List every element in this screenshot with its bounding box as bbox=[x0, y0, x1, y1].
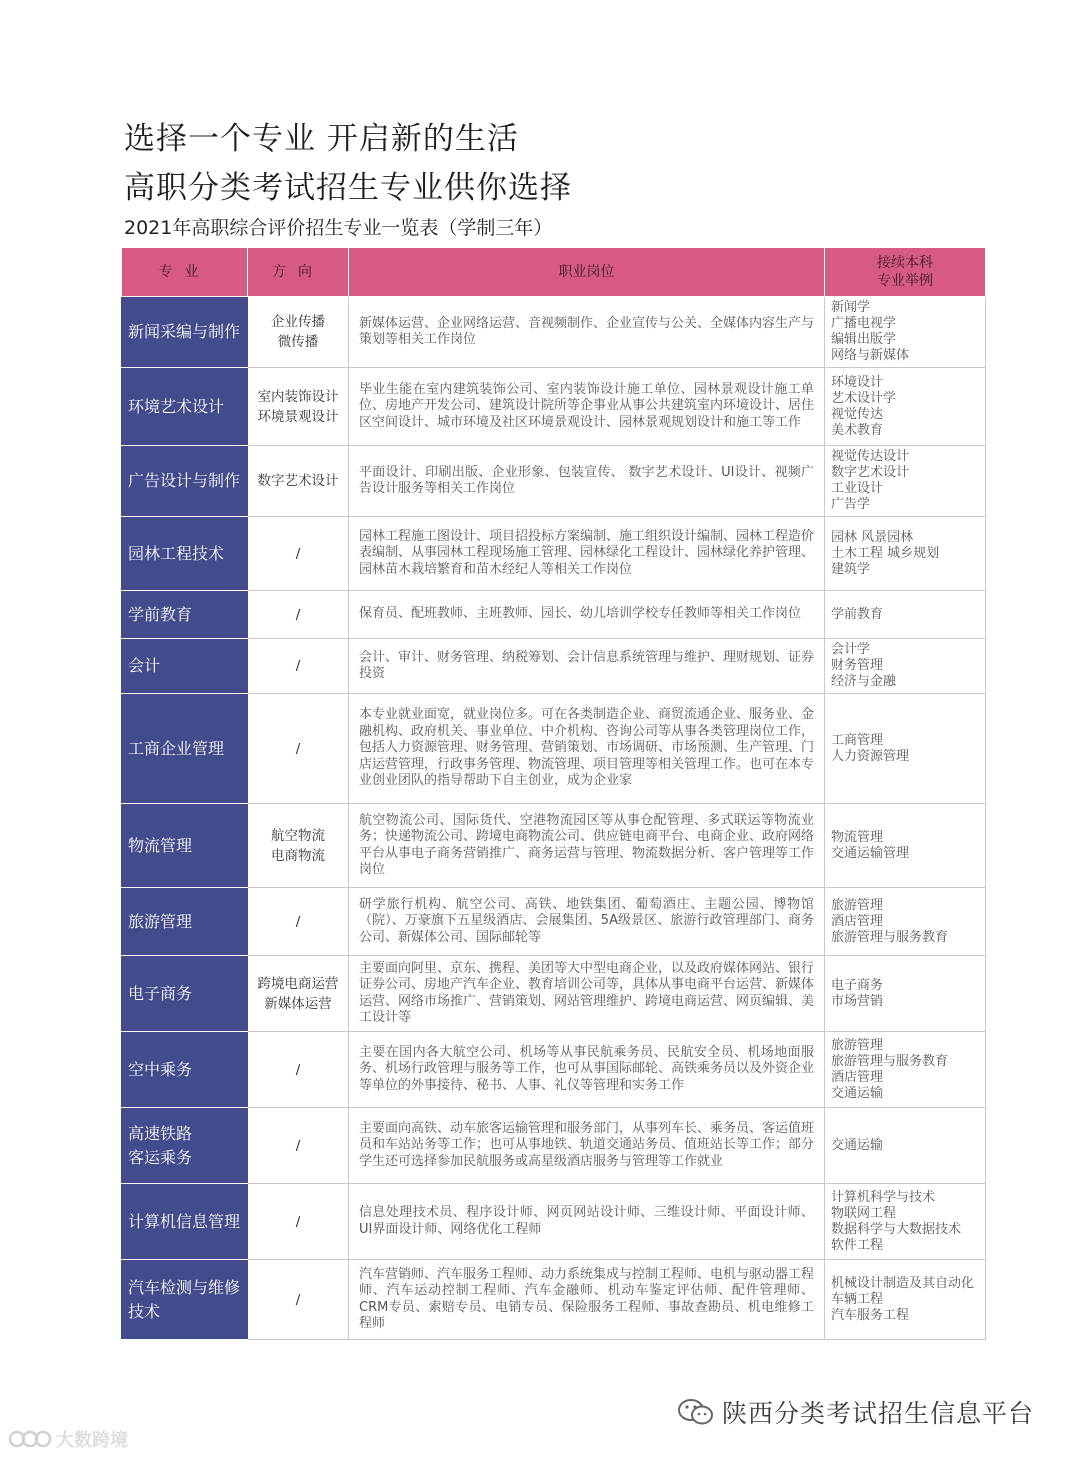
row-direction: 室内装饰设计 环境景观设计 bbox=[248, 368, 349, 446]
row-direction: / bbox=[248, 1032, 349, 1108]
row-major: 会计 bbox=[122, 639, 248, 694]
row-jobs: 保育员、配班教师、主班教师、园长、幼儿培训学校专任教师等相关工作岗位 bbox=[349, 591, 825, 639]
row-direction: / bbox=[248, 694, 349, 804]
table-row bbox=[122, 956, 986, 1032]
table-row bbox=[122, 804, 986, 888]
wechat-logo-icon bbox=[676, 1397, 716, 1427]
row-jobs: 主要面向阿里、京东、携程、美团等大中型电商企业，以及政府媒体网站、银行证券公司、房地产汽车企业、教育培训公司等，具体从事电商平台运营、新媒体运营、网络市场推广、营销策划、网站管理维护、跨境电商运营、网页编辑、美工设计等 bbox=[349, 956, 825, 1032]
row-jobs: 信息处理技术员、程序设计师、网页网站设计师、三维设计师、平面设计师、UI界面设计师、网络优化工程师 bbox=[349, 1184, 825, 1260]
dashu-logo-icon bbox=[8, 1426, 52, 1452]
row-direction: 跨境电商运营 新媒体运营 bbox=[248, 956, 349, 1032]
header-continuation: 接续本科 专业举例 bbox=[825, 248, 986, 297]
table-header-row bbox=[122, 248, 986, 297]
row-jobs: 平面设计、印刷出版、企业形象、包装宣传、 数字艺术设计、UI设计、视频广告设计服务等相关工作岗位 bbox=[349, 446, 825, 517]
table-row bbox=[122, 694, 986, 804]
row-continuation: 会计学 财务管理 经济与金融 bbox=[825, 639, 986, 694]
table-row bbox=[122, 517, 986, 591]
page-title-line1: 选择一个专业 开启新的生活 bbox=[124, 121, 519, 157]
row-major: 高速铁路 客运乘务 bbox=[122, 1108, 248, 1184]
row-jobs: 新媒体运营、企业网络运营、音视频制作、企业宣传与公关、全媒体内容生产与策划等相关工作岗位 bbox=[349, 297, 825, 368]
table-row bbox=[122, 591, 986, 639]
row-direction: / bbox=[248, 888, 349, 956]
row-continuation: 学前教育 bbox=[825, 591, 986, 639]
row-continuation: 工商管理 人力资源管理 bbox=[825, 694, 986, 804]
watermark-text: 大数跨境 bbox=[56, 1430, 128, 1451]
row-continuation: 视觉传达设计 数字艺术设计 工业设计 广告学 bbox=[825, 446, 986, 517]
row-jobs: 园林工程施工图设计、项目招投标方案编制、施工组织设计编制、园林工程造价表编制、从事园林工程现场施工管理、园林绿化工程设计、园林绿化养护管理、园林苗木栽培繁育和苗木经纪人等相关工作岗位 bbox=[349, 517, 825, 591]
row-continuation: 交通运输 bbox=[825, 1108, 986, 1184]
row-jobs: 研学旅行机构、航空公司、高铁、地铁集团、葡萄酒庄、主题公园、博物馆（院）、万豪旗下五星级酒店、会展集团、5A级景区、旅游行政管理部门、商务公司、新媒体公司、国际邮轮等 bbox=[349, 888, 825, 956]
row-major: 汽车检测与维修 技术 bbox=[122, 1260, 248, 1340]
table-row bbox=[122, 368, 986, 446]
page-title-line2: 高职分类考试招生专业供你选择 bbox=[124, 170, 572, 206]
table-row bbox=[122, 1108, 986, 1184]
majors-table bbox=[121, 247, 986, 1340]
table-caption: 2021年高职综合评价招生专业一览表（学制三年） bbox=[124, 217, 553, 239]
header-jobs: 职业岗位 bbox=[349, 248, 825, 297]
row-direction: 企业传播 微传播 bbox=[248, 297, 349, 368]
table-row bbox=[122, 297, 986, 368]
row-continuation: 电子商务 市场营销 bbox=[825, 956, 986, 1032]
row-continuation: 环境设计 艺术设计学 视觉传达 美术教育 bbox=[825, 368, 986, 446]
row-jobs: 主要面向高铁、动车旅客运输管理和服务部门，从事列车长、乘务员、客运值班员和车站站务等工作；也可从事地铁、轨道交通站务员、值班站长等工作；部分学生还可选择参加民航服务或高星级酒店服务与管理等工作就业 bbox=[349, 1108, 825, 1184]
row-major: 工商企业管理 bbox=[122, 694, 248, 804]
wechat-account-signature bbox=[676, 1394, 1034, 1430]
row-direction: 数字艺术设计 bbox=[248, 446, 349, 517]
row-jobs: 本专业就业面宽，就业岗位多。可在各类制造企业、商贸流通企业、服务业、金融机构、政府机关、事业单位、中介机构、咨询公司等从事各类管理岗位工作，包括人力资源管理、财务管理、营销策划、市场调研、市场预测、生产管理、门店运营管理，行政事务管理、物流管理、项目管理等相关管理工作。也可在本专业创业团队的指导帮助下自主创业，成为企业家 bbox=[349, 694, 825, 804]
row-direction: / bbox=[248, 591, 349, 639]
table-row bbox=[122, 1260, 986, 1340]
table-row bbox=[122, 639, 986, 694]
row-major: 物流管理 bbox=[122, 804, 248, 888]
watermark bbox=[8, 1426, 128, 1452]
row-major: 广告设计与制作 bbox=[122, 446, 248, 517]
row-major: 园林工程技术 bbox=[122, 517, 248, 591]
table-row bbox=[122, 446, 986, 517]
row-direction: / bbox=[248, 1260, 349, 1340]
row-major: 计算机信息管理 bbox=[122, 1184, 248, 1260]
row-continuation: 物流管理 交通运输管理 bbox=[825, 804, 986, 888]
row-major: 旅游管理 bbox=[122, 888, 248, 956]
row-major: 新闻采编与制作 bbox=[122, 297, 248, 368]
row-continuation: 计算机科学与技术 物联网工程 数据科学与大数据技术 软件工程 bbox=[825, 1184, 986, 1260]
table-row bbox=[122, 888, 986, 956]
row-major: 学前教育 bbox=[122, 591, 248, 639]
row-major: 电子商务 bbox=[122, 956, 248, 1032]
row-continuation: 机械设计制造及其自动化 车辆工程 汽车服务工程 bbox=[825, 1260, 986, 1340]
row-direction: 航空物流 电商物流 bbox=[248, 804, 349, 888]
row-jobs: 毕业生能在室内建筑装饰公司、室内装饰设计施工单位、园林景观设计施工单位、房地产开发公司、建筑设计院所等企事业从事公共建筑室内环境设计、居住区空间设计、城市环境及社区环境景观设计、园林景观规划设计和施工等工作 bbox=[349, 368, 825, 446]
header-major: 专业 bbox=[122, 248, 248, 297]
row-continuation: 园林 风景园林 土木工程 城乡规划 建筑学 bbox=[825, 517, 986, 591]
row-major: 环境艺术设计 bbox=[122, 368, 248, 446]
row-jobs: 主要在国内各大航空公司、机场等从事民航乘务员、民航安全员、机场地面服务、机场行政管理与服务等工作，也可从事国际邮轮、高铁乘务员以及外资企业等单位的外事接待、秘书、人事、礼仪等管理和实务工作 bbox=[349, 1032, 825, 1108]
header-direction: 方向 bbox=[248, 248, 349, 297]
row-continuation: 旅游管理 旅游管理与服务教育 酒店管理 交通运输 bbox=[825, 1032, 986, 1108]
row-continuation: 旅游管理 酒店管理 旅游管理与服务教育 bbox=[825, 888, 986, 956]
row-jobs: 会计、审计、财务管理、纳税筹划、会计信息系统管理与维护、理财规划、证券投资 bbox=[349, 639, 825, 694]
row-direction: / bbox=[248, 639, 349, 694]
row-jobs: 航空物流公司、国际货代、空港物流园区等从事仓配管理、多式联运等物流业务；快递物流公司、跨境电商物流公司、供应链电商平台、电商企业、政府网络平台从事电子商务营销推广、商务运营与管理、物流数据分析、客户管理等工作岗位 bbox=[349, 804, 825, 888]
table-row bbox=[122, 1184, 986, 1260]
row-direction: / bbox=[248, 1108, 349, 1184]
row-direction: / bbox=[248, 517, 349, 591]
row-direction: / bbox=[248, 1184, 349, 1260]
wechat-account-name: 陕西分类考试招生信息平台 bbox=[722, 1399, 1035, 1428]
row-major: 空中乘务 bbox=[122, 1032, 248, 1108]
table-row bbox=[122, 1032, 986, 1108]
row-jobs: 汽车营销师、汽车服务工程师、动力系统集成与控制工程师、电机与驱动器工程师、汽车运动控制工程师、汽车金融师、机动车鉴定评估师、配件管理师、CRM专员、索赔专员、电销专员、保险服务工程师、事故查勘员、机电维修工程师 bbox=[349, 1260, 825, 1340]
row-continuation: 新闻学 广播电视学 编辑出版学 网络与新媒体 bbox=[825, 297, 986, 368]
